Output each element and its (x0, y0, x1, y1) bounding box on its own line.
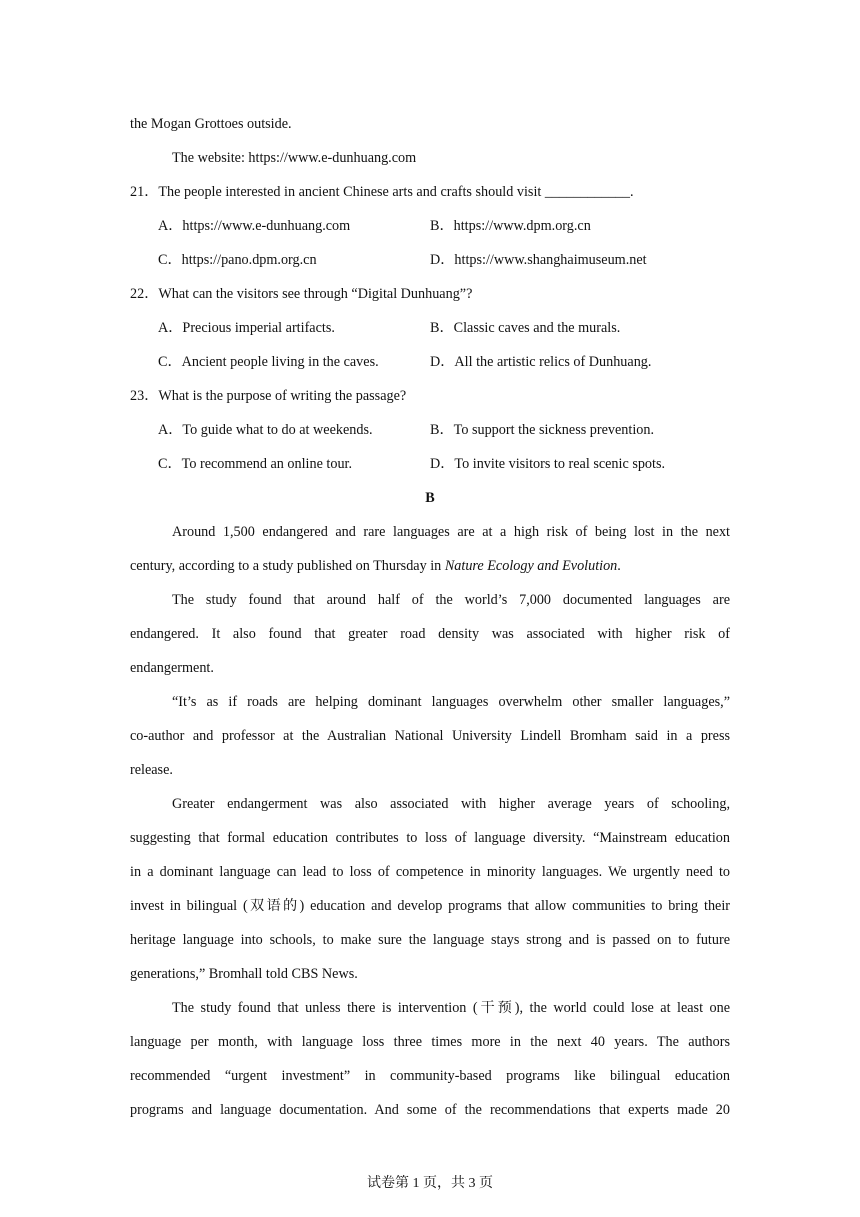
paragraph-5-line-4: programs and language documentation. And some of the recommendations that experts made 20 (130, 1102, 730, 1118)
question-22-option-c: C．Ancient people living in the caves. (158, 354, 379, 370)
question-22-option-b: B．Classic caves and the murals. (430, 320, 621, 336)
paragraph-2-line-2: endangered. It also found that greater road density was associated with higher risk of (130, 626, 730, 642)
paragraph-3-line-2: co-author and professor at the Australian National University Lindell Bromham said in a press (130, 728, 730, 744)
question-22-option-a: A．Precious imperial artifacts. (158, 320, 335, 336)
paragraph-4-line-4: invest in bilingual (双语的) education and develop programs that allow communities to bring their (130, 898, 730, 914)
passage-line: the Mogan Grottoes outside. (130, 116, 292, 132)
question-21-option-c: C．https://pano.dpm.org.cn (158, 252, 317, 268)
question-23-option-d: D．To invite visitors to real scenic spots. (430, 456, 666, 472)
paragraph-4-line-5: heritage language into schools, to make sure the language stays strong and is passed on to future (130, 932, 730, 948)
paragraph-3-line-1: “It’s as if roads are helping dominant languages overwhelm other smaller languages,” (172, 694, 730, 710)
question-21-option-b: B．https://www.dpm.org.cn (430, 218, 591, 234)
page-footer: 试卷第 1 页，共 3 页 (367, 1176, 493, 1191)
paragraph-5-line-2: language per month, with language loss three times more in the next 40 years. The authors (130, 1034, 730, 1050)
journal-title: Nature Ecology and Evolution (444, 558, 618, 574)
website-line: The website: https://www.e-dunhuang.com (172, 150, 417, 166)
question-23-option-c: C．To recommend an online tour. (158, 456, 353, 472)
paragraph-4-line-1: Greater endangerment was also associated with higher average years of schooling, (172, 796, 730, 812)
paragraph-4-line-6: generations,” Bromhall told CBS News. (130, 966, 358, 982)
paragraph-1-line-2 (130, 557, 621, 575)
section-heading: B (425, 490, 435, 506)
question-21-stem: 21．The people interested in ancient Chinese arts and crafts should visit ____________. (130, 184, 634, 200)
question-22-option-d: D．All the artistic relics of Dunhuang. (430, 354, 652, 370)
paragraph-4-line-2: suggesting that formal education contributes to loss of language diversity. “Mainstream education (130, 830, 730, 846)
paragraph-5-line-3: recommended “urgent investment” in community-based programs like bilingual education (130, 1068, 730, 1084)
question-21-option-d: D．https://www.shanghaimuseum.net (430, 252, 647, 268)
paragraph-2-line-1: The study found that around half of the world’s 7,000 documented languages are (172, 592, 730, 608)
paragraph-1-line-1: Around 1,500 endangered and rare languages are at a high risk of being lost in the next (172, 524, 730, 540)
paragraph-2-line-3: endangerment. (130, 660, 214, 676)
text-run: century, according to a study published on Thursday in (130, 558, 445, 574)
question-23-stem: 23．What is the purpose of writing the passage? (130, 388, 407, 404)
question-23-option-a: A．To guide what to do at weekends. (158, 422, 373, 438)
paragraph-3-line-3: release. (130, 762, 173, 778)
question-21-option-a: A．https://www.e-dunhuang.com (158, 218, 351, 234)
paragraph-5-line-1: The study found that unless there is intervention (干预), the world could lose at least one (172, 1000, 730, 1016)
text-run: . (617, 558, 621, 574)
question-23-option-b: B．To support the sickness prevention. (430, 422, 655, 438)
paragraph-4-line-3: in a dominant language can lead to loss of competence in minority languages. We urgently need to (130, 864, 730, 880)
question-22-stem: 22．What can the visitors see through “Digital Dunhuang”? (130, 286, 473, 302)
